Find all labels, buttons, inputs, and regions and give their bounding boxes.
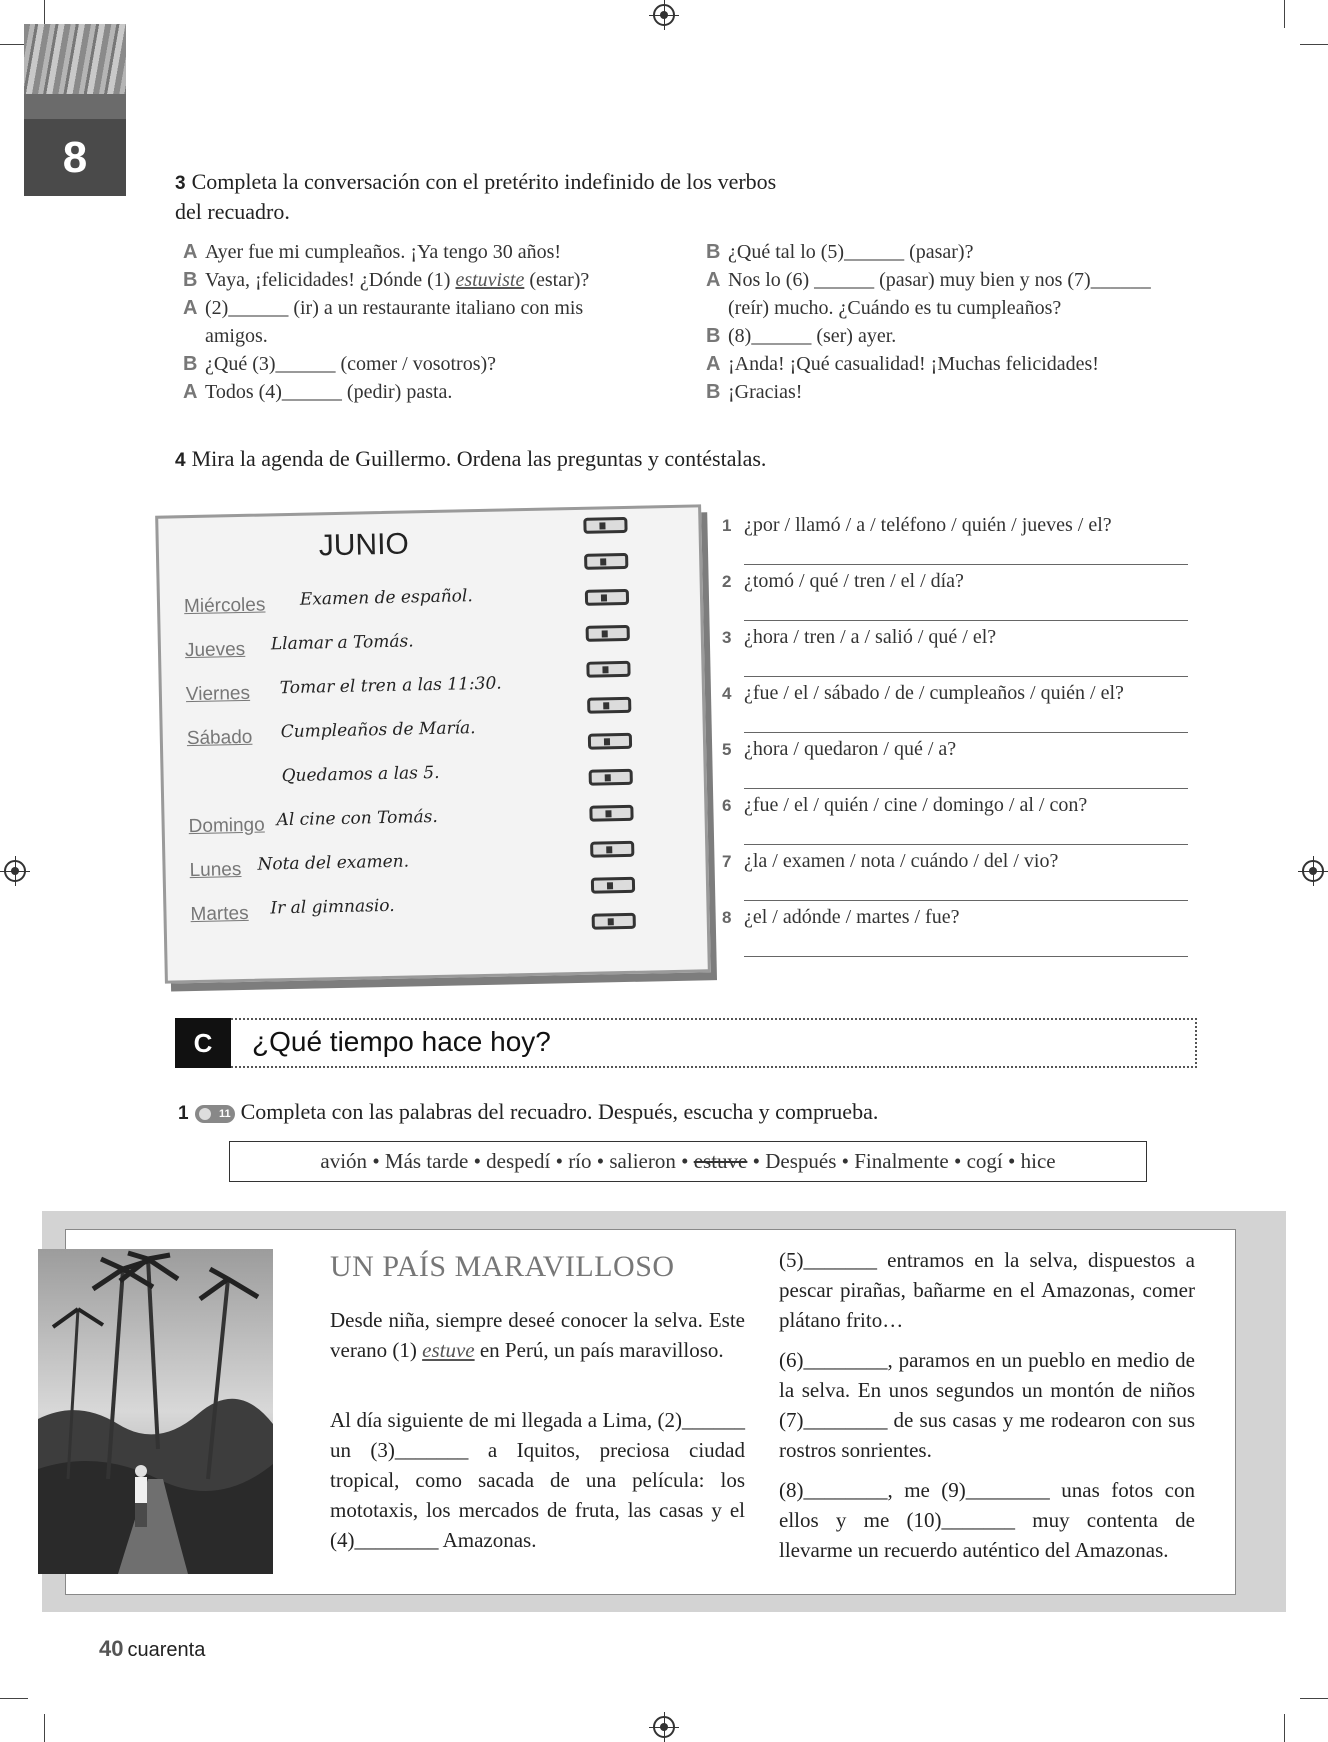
dialogue-line [706, 238, 1206, 266]
agenda-entry [186, 683, 251, 706]
exercise1-number: 1 [178, 1103, 189, 1124]
agenda-entry [184, 594, 266, 618]
binding-ring-icon [585, 589, 629, 606]
dialogue-text: (8)______ (ser) ayer. [728, 325, 897, 347]
dialogue-right-column [706, 238, 1206, 406]
answer-line[interactable] [744, 564, 1188, 565]
agenda-notebook [155, 504, 711, 983]
exercise4-number: 4 [175, 450, 186, 471]
question-number: 7 [722, 852, 732, 871]
exercise4-instruction-text: Mira la agenda de Guillermo. Ordena las preguntas y contéstalas. [191, 446, 767, 471]
dialogue-line [706, 378, 1206, 406]
registration-mark-icon [4, 860, 26, 882]
question-text: ¿fue / el / quién / cine / domingo / al / con? [744, 794, 1088, 816]
crop-mark [1284, 0, 1285, 28]
reading-title: UN PAÍS MARAVILLOSO [330, 1250, 675, 1283]
answer-line[interactable] [744, 788, 1188, 789]
agenda-day: Viernes [185, 682, 251, 706]
question-number: 4 [722, 684, 732, 703]
agenda-note: Tomar el tren a las 11:30. [279, 673, 502, 699]
answer-line[interactable] [744, 956, 1188, 957]
question-item [722, 738, 956, 761]
dialogue-text: ¿Qué (3)______ (comer / vosotros)? [205, 353, 497, 375]
reading-paragraph: (8)________, me (9)________ unas fotos con ellos y me (10)_______ muy contenta de llevarme un recuerdo auténtico del Amazonas. [779, 1478, 1195, 1562]
binding-ring-icon [586, 625, 630, 642]
answer-line[interactable] [744, 844, 1188, 845]
binding-ring-icon [590, 841, 634, 858]
jungle-photo-image [38, 1249, 273, 1574]
exercise3-number: 3 [175, 173, 186, 194]
agenda-day: Jueves [184, 638, 246, 662]
word-box-item: despedí [486, 1149, 551, 1173]
agenda-title: JUNIO [318, 527, 410, 563]
chapter-tab [24, 24, 126, 196]
word-separator: • [836, 1149, 855, 1173]
dialogue-continuation: (reír) mucho. ¿Cuándo es tu cumpleaños? [728, 297, 1062, 319]
section-letter: C [175, 1018, 231, 1068]
agenda-entry [185, 639, 246, 662]
question-text: ¿hora / tren / a / salió / qué / el? [744, 626, 997, 648]
chapter-number: 8 [24, 119, 126, 196]
word-box [229, 1141, 1147, 1182]
dialogue-line [706, 322, 1206, 350]
page-footer [99, 1636, 205, 1662]
speaker-label: A [183, 297, 198, 319]
question-text: ¿tomó / qué / tren / el / día? [744, 570, 964, 592]
exercise3-instruction-line2: del recuadro. [175, 199, 290, 224]
dialogue-line [183, 350, 663, 378]
word-box-item: río [568, 1149, 592, 1173]
agenda-entry [187, 727, 253, 750]
question-number: 5 [722, 740, 732, 759]
registration-mark-icon [653, 1716, 675, 1738]
speaker-label: A [183, 381, 198, 403]
answer-line[interactable] [744, 732, 1188, 733]
agenda-day: Lunes [189, 859, 242, 882]
example-answer: estuviste [455, 269, 525, 291]
dialogue-text: Vaya, ¡felicidades! ¿Dónde (1) [205, 269, 456, 291]
section-title: ¿Qué tiempo hace hoy? [252, 1026, 551, 1057]
question-number: 2 [722, 572, 732, 591]
exercise1-instruction-text: Completa con las palabras del recuadro. Después, escucha y comprueba. [240, 1099, 879, 1124]
agenda-entry [189, 859, 241, 882]
dialogue-text: ¡Anda! ¡Qué casualidad! ¡Muchas felicidades! [728, 353, 1099, 375]
dialogue-continuation: amigos. [205, 325, 268, 347]
dialogue-text: ¿Qué tal lo (5)______ (pasar)? [728, 241, 974, 263]
sectionC-exercise1-instruction [178, 1098, 878, 1128]
agenda-day: Martes [190, 902, 249, 926]
registration-mark-icon [653, 4, 675, 26]
speaker-label: B [183, 353, 198, 375]
binding-ring-icon [583, 517, 627, 534]
dialogue-line [183, 378, 663, 406]
crop-mark [1300, 44, 1328, 45]
question-item [722, 682, 1124, 705]
question-text: ¿por / llamó / a / teléfono / quién / jueves / el? [744, 514, 1112, 536]
dialogue-line [706, 350, 1206, 378]
question-item [722, 514, 1112, 537]
crop-mark [1300, 1698, 1328, 1699]
word-separator: • [1002, 1149, 1021, 1173]
question-number: 3 [722, 628, 732, 647]
dialogue-line [183, 266, 663, 294]
word-separator: • [948, 1149, 967, 1173]
word-box-item: hice [1020, 1149, 1056, 1173]
exercise3-instruction [175, 168, 935, 226]
agenda-entry [188, 815, 264, 839]
question-text: ¿el / adónde / martes / fue? [744, 906, 960, 928]
binding-ring-icon [589, 805, 633, 822]
question-text: ¿hora / quedaron / qué / a? [744, 738, 957, 760]
word-box-item: estuve [693, 1149, 748, 1173]
page-number-word: cuarenta [127, 1639, 206, 1661]
agenda-day: Miércoles [183, 594, 266, 618]
word-separator: • [367, 1149, 385, 1173]
question-number: 1 [722, 516, 732, 535]
binding-ring-icon [584, 553, 628, 570]
speaker-label: A [706, 353, 721, 375]
page-number: 40 [99, 1636, 124, 1661]
audio-track-number: 11 [218, 1107, 231, 1120]
exercise4-instruction [175, 445, 766, 475]
speaker-label: B [183, 269, 198, 291]
speaker-label: A [706, 269, 721, 291]
question-item [722, 570, 964, 593]
reading-text: Desde niña, siempre deseé conocer la selva. Este verano (1) [330, 1308, 745, 1362]
answer-line[interactable] [744, 620, 1188, 621]
question-item [722, 906, 959, 929]
speaker-label: B [706, 241, 721, 263]
binding-ring-icon [586, 661, 630, 678]
crop-mark [0, 1698, 28, 1699]
crop-mark [44, 1714, 45, 1742]
reading-paragraph [330, 1305, 745, 1365]
agenda-note: Examen de español. [299, 586, 473, 610]
word-box-item: Finalmente [854, 1149, 949, 1173]
word-box-item: avión [320, 1149, 368, 1173]
reading-paragraph: (5)_______ entramos en la selva, dispuestos a pescar pirañas, bañarme en el Amazonas, comer plátano frito… [779, 1248, 1195, 1332]
dialogue-text: Ayer fue mi cumpleaños. ¡Ya tengo 30 años! [205, 241, 562, 263]
agenda-day: Domingo [188, 814, 265, 838]
word-separator: • [747, 1149, 766, 1173]
exercise3-instruction-line1: Completa la conversación con el pretérito indefinido de los verbos [191, 169, 777, 194]
dialogue-text: (estar)? [524, 269, 590, 291]
speaker-label: B [706, 381, 721, 403]
binding-ring-icon [587, 697, 631, 714]
dialogue-text: (2)______ (ir) a un restaurante italiano con mis [205, 297, 584, 319]
binding-ring-icon [592, 913, 636, 930]
word-separator: • [550, 1149, 569, 1173]
audio-track-icon[interactable] [195, 1105, 235, 1123]
question-number: 6 [722, 796, 732, 815]
question-number: 8 [722, 908, 732, 927]
dialogue-left-column [183, 238, 663, 406]
word-separator: • [675, 1149, 694, 1173]
agenda-note: Quedamos a las 5. [281, 762, 440, 787]
example-answer: estuve [422, 1338, 475, 1362]
speaker-label: A [183, 241, 198, 263]
dialogue-text: ¡Gracias! [728, 381, 803, 403]
agenda-note: Al cine con Tomás. [276, 806, 438, 831]
word-box-item: Después [765, 1149, 837, 1173]
crop-mark [1284, 1714, 1285, 1742]
question-item [722, 850, 1058, 873]
reading-paragraph: Al día siguiente de mi llegada a Lima, (2)______ un (3)_______ a Iquitos, preciosa ciudad tropical, como sacada de una película: los mototaxis, los mercados de fruta, las casas y el (4)________ Amazonas. [330, 1408, 745, 1552]
binding-ring-icon [591, 877, 635, 894]
word-separator: • [468, 1149, 487, 1173]
agenda-entry [190, 903, 249, 926]
dialogue-text: Nos lo (6) ______ (pasar) muy bien y nos (7)______ [728, 269, 1151, 291]
agenda-day: Sábado [186, 726, 253, 750]
binding-ring-icon [588, 733, 632, 750]
word-box-item: cogí [966, 1149, 1003, 1173]
reading-text: en Perú, un país maravilloso. [474, 1338, 724, 1362]
answer-line[interactable] [744, 676, 1188, 677]
question-text: ¿la / examen / nota / cuándo / del / vio? [744, 850, 1059, 872]
dialogue-line [183, 294, 663, 322]
question-item [722, 626, 996, 649]
word-separator: • [591, 1149, 610, 1173]
dialogue-line [706, 266, 1206, 294]
agenda-note: Llamar a Tomás. [270, 631, 414, 655]
word-box-item: salieron [609, 1149, 676, 1173]
reading-paragraph: (6)________, paramos en un pueblo en medio de la selva. En unos segundos un montón de niños (7)________ de sus casas y me rodearon con sus rostros sonrientes. [779, 1348, 1195, 1462]
speaker-label: B [706, 325, 721, 347]
dialogue-text: Todos (4)______ (pedir) pasta. [205, 381, 453, 403]
word-box-item: Más tarde [384, 1149, 469, 1173]
agenda-note: Cumpleaños de María. [280, 718, 476, 743]
agenda-note: Ir al gimnasio. [270, 895, 395, 919]
dialogue-line [183, 238, 663, 266]
question-item [722, 794, 1087, 817]
registration-mark-icon [1302, 860, 1324, 882]
jungle-photo [38, 1249, 273, 1574]
chapter-tab-texture [24, 24, 126, 94]
agenda-note: Nota del examen. [257, 851, 410, 875]
answer-line[interactable] [744, 900, 1188, 901]
binding-ring-icon [589, 769, 633, 786]
question-text: ¿fue / el / sábado / de / cumpleaños / quién / el? [744, 682, 1124, 704]
